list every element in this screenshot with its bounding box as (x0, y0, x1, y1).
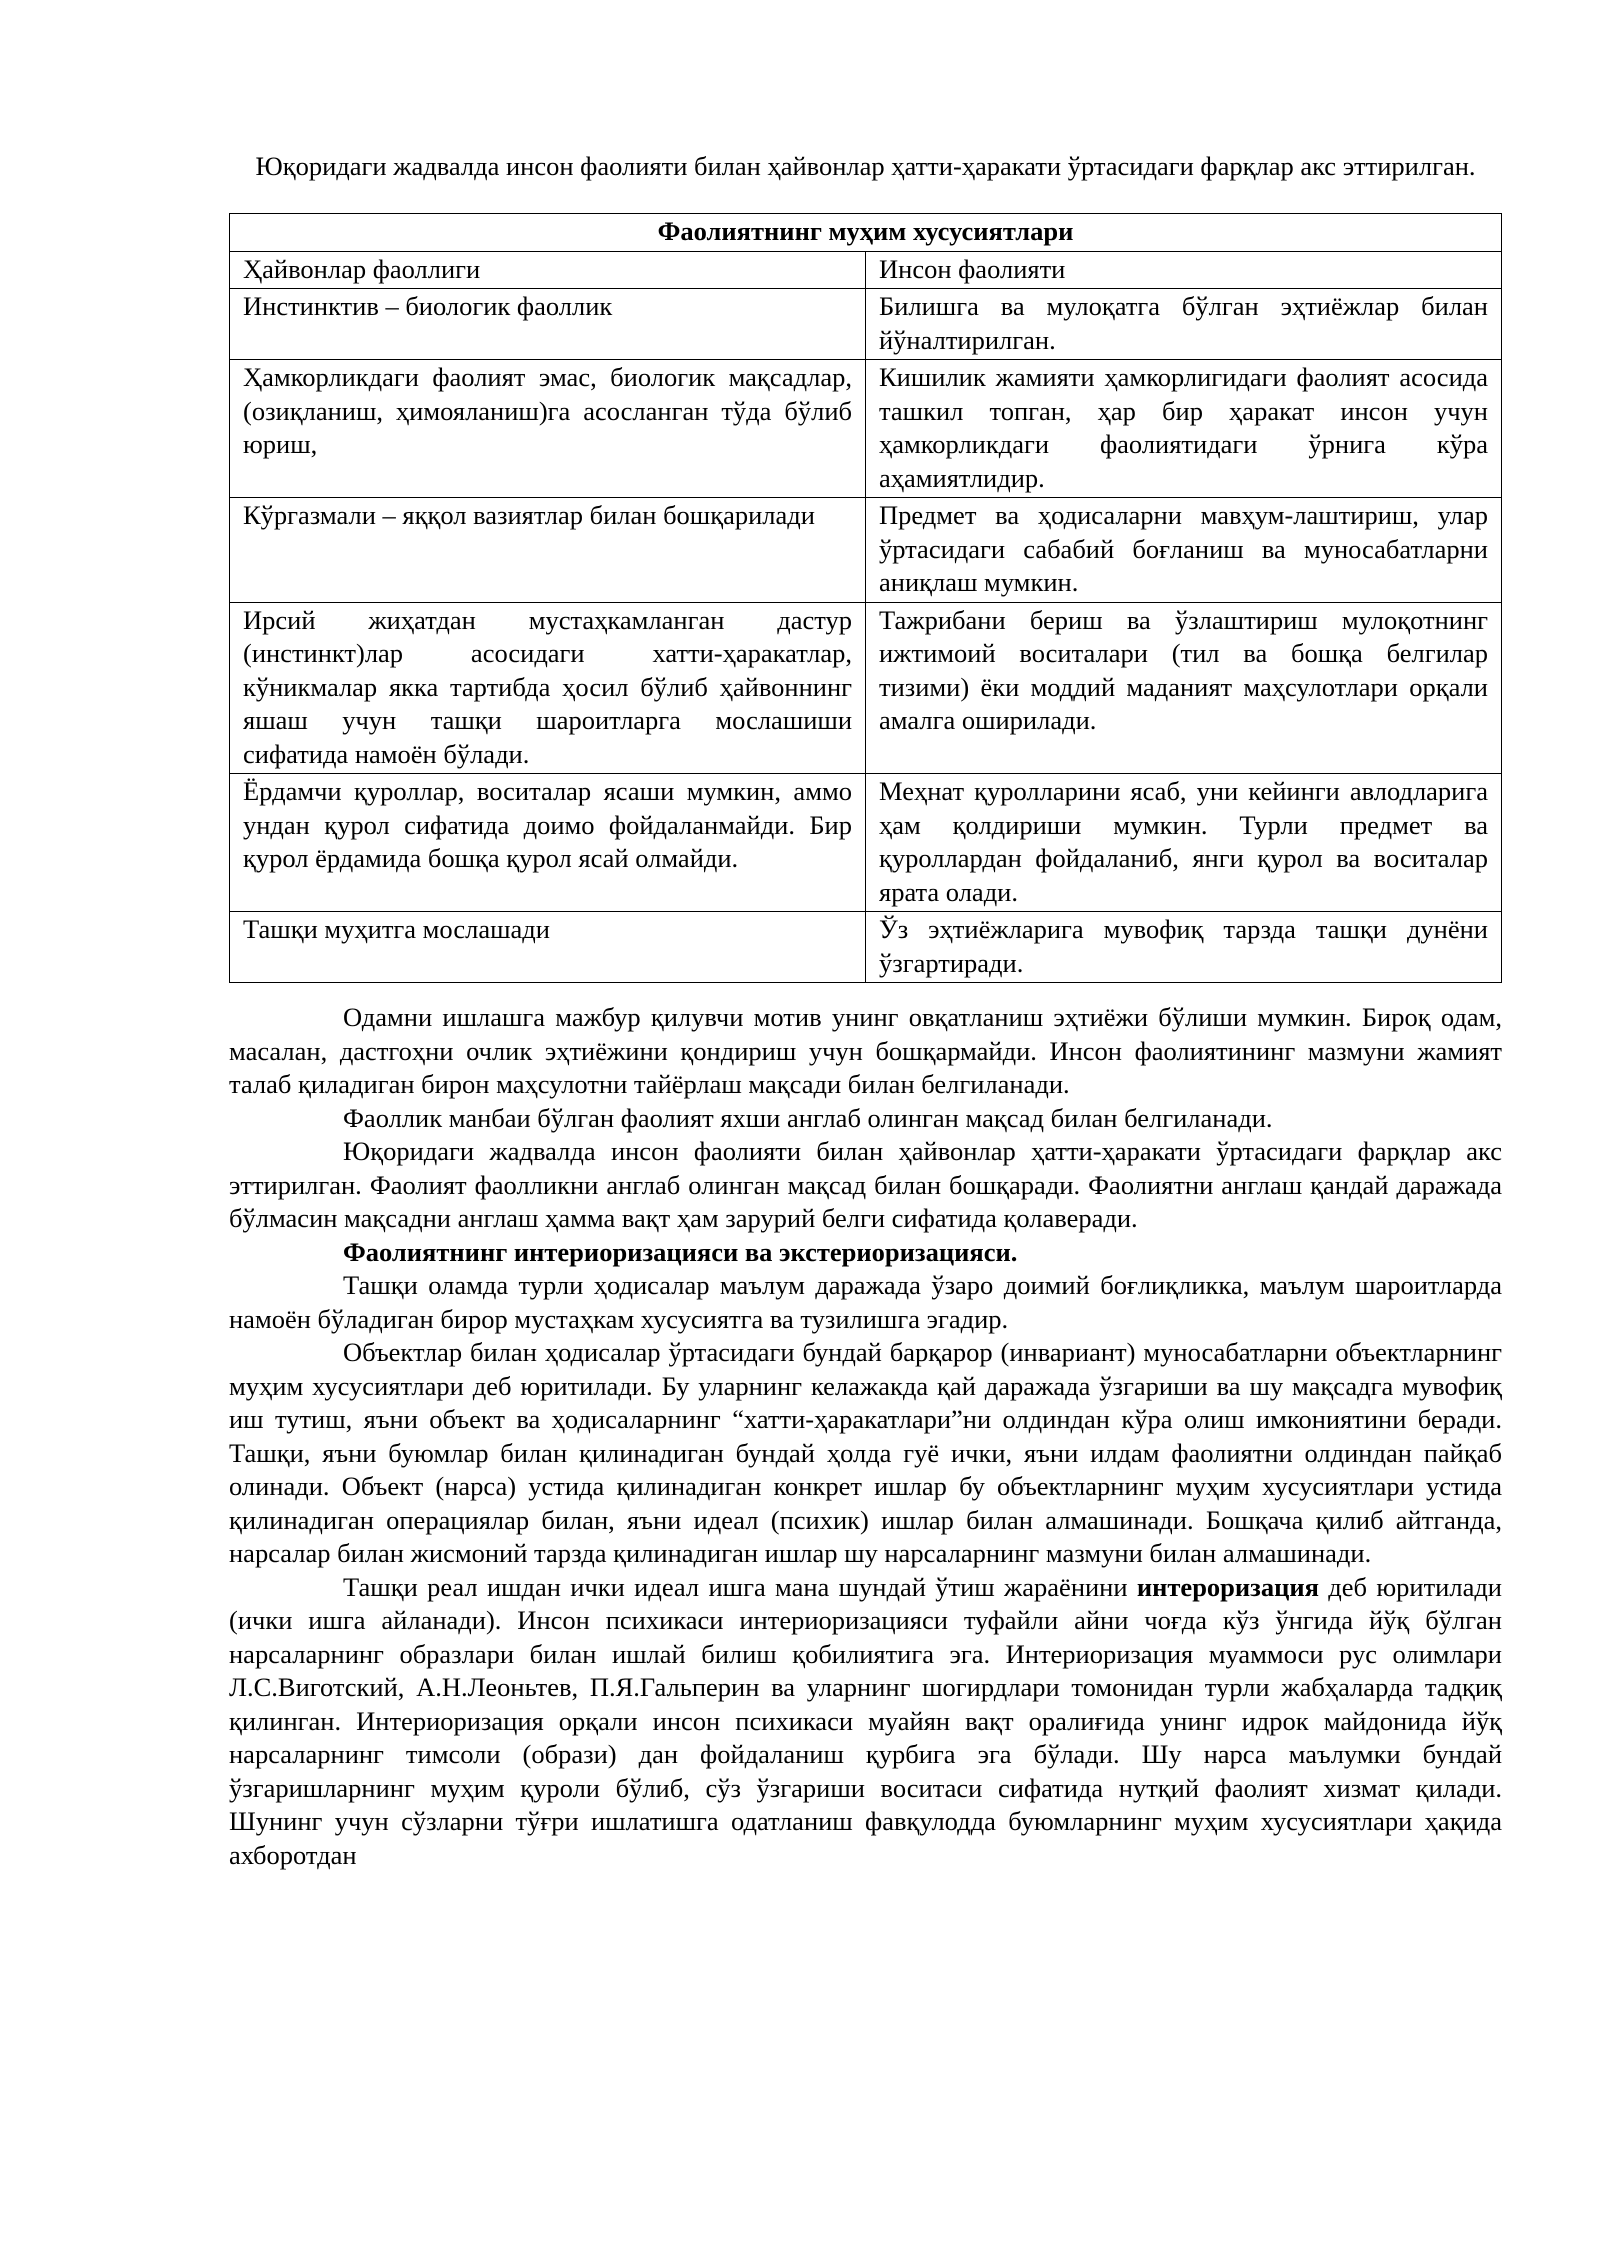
table-row (230, 289, 1502, 360)
table-row (230, 602, 1502, 774)
paragraph: Ташқи оламда турли ҳодисалар маълум даражада ўзаро доимий боғлиқликка, маълум шароитларда намоён бўладиган бирор мустаҳкам хусусиятга ва тузилишга эгадир. (229, 1270, 1502, 1334)
document-page (229, 150, 1502, 1872)
table-row (230, 912, 1502, 983)
paragraph: Фаоллик манбаи бўлган фаолият яхши англаб олинган мақсад билан белгиланади. (343, 1102, 1273, 1133)
table-header-row (230, 251, 1502, 289)
table-row (230, 774, 1502, 912)
paragraph (229, 1571, 1502, 1873)
paragraph: Одамни ишлашга мажбур қилувчи мотив унинг овқатланиш эҳтиёжи бўлиши мумкин. Бироқ одам, масалан, дастгоҳни очлик эҳтиёжини қондириш учун бошқармайди. Инсон фаолиятининг мазмуни жамият талаб қиладиган бирон маҳсулотни тайёрлаш мақсади билан белгиланади. (229, 1002, 1502, 1099)
paragraph-text: деб юритилади (ички ишга айланади). Инсон психикаси интериоризацияси туфайли айни чоғда кўз ўнгида йўқ бўлган нарсаларнинг образлари билан ишлай билиш қобилиятига эга. Интериоризация муаммоси рус олимлари Л.С.Виготский, А.Н.Леоньтев, П.Я.Гальперин ва уларнинг шогирдлари томонидан турли жабҳаларда тадқиқ қилинган. Интериоризация орқали инсон психикаси муайян вақт оралиғида унинг идрок майдонида йўқ нарсаларнинг тимсоли (образи) дан фойдаланиш қурбига эга бўлади. Шу нарса маълумки бундай ўзгаришларнинг муҳим қуроли бўлиб, сўз ўзгариши воситаси сифатида нутқий фаолият хизмат қилади. Шунинг учун сўзларни тўғри ишлатишга одатланиш фавқулодда буюмларнинг муҳим хусусиятлари ҳақида ахборотдан (229, 1571, 1502, 1870)
table-cell-human: Билишга ва мулоқатга бўлган эҳтиёжлар билан йўналтирилган. (866, 289, 1502, 360)
table-row (230, 360, 1502, 498)
comparison-table (229, 213, 1502, 983)
table-title: Фаолиятнинг муҳим хусусиятлари (230, 214, 1502, 252)
table-cell-human: Кишилик жамияти ҳамкорлигидаги фаолият асосида ташкил топган, ҳар бир ҳаракат инсон учун ҳамкорликдаги фаолиятидаги ўрнига кўра аҳамиятлидир. (866, 360, 1502, 498)
body-text (229, 1001, 1502, 1872)
table-cell-human: Ўз эҳтиёжларига мувофиқ тарзда ташқи дунёни ўзгартиради. (866, 912, 1502, 983)
bold-term: интероризация (1136, 1571, 1319, 1602)
table-row (230, 498, 1502, 603)
table-cell-animal: Кўргазмали – яққол вазиятлар билан бошқарилади (230, 498, 866, 603)
table-cell-human: Предмет ва ҳодисаларни мавҳум-лаштириш, улар ўртасидаги сабабий боғланиш ва муносабатларни аниқлаш мумкин. (866, 498, 1502, 603)
section-heading: Фаолиятнинг интериоризацияси ва экстериоризацияси. (343, 1236, 1018, 1267)
table-cell-human: Меҳнат қуролларини ясаб, уни кейинги авлодларига ҳам қолдириши мумкин. Турли предмет ва қуроллардан фойдаланиб, янги қурол ва воситалар ярата олади. (866, 774, 1502, 912)
table-cell-animal: Ташқи муҳитга мослашади (230, 912, 866, 983)
table-cell-animal: Ирсий жиҳатдан мустаҳкамланган дастур (инстинкт)лар асосидаги хатти-ҳаракатлар, кўникмалар якка тартибда ҳосил бўлиб ҳайвоннинг яшаш учун ташқи шароитларга мослашиши сифатида намоён бўлади. (230, 602, 866, 774)
paragraph: Объектлар билан ҳодисалар ўртасидаги бундай барқарор (инвариант) муносабатларни объектларнинг муҳим хусусиятлари деб юритилади. Бу уларнинг келажакда қай даражада ўзгариши ва шу мақсадга мувофиқ иш тутиш, яъни объект ва ҳодисаларнинг “хатти-ҳаракатлари”ни олдиндан кўра олиш имкониятини беради. Ташқи, яъни буюмлар билан қилинадиган бундай ҳолда гуё ички, яъни илдам фаолиятни олдиндан пайқаб олинади. Объект (нарса) устида қилинадиган конкрет ишлар бу объектларнинг муҳим хусусиятлари устида қилинадиган операциялар билан, яъни идеал (психик) ишлар билан алмашинади. Бошқача қилиб айтганда, нарсалар билан жисмоний тарзда қилинадиган ишлар шу нарсаларнинг мазмуни билан алмашинади. (229, 1337, 1502, 1568)
intro-sentence: Юқоридаги жадвалда инсон фаолияти билан ҳайвонлар ҳатти-ҳаракати ўртасидаги фарқлар акс эттирилган. (255, 151, 1476, 181)
table-cell-human: Тажрибани бериш ва ўзлаштириш мулоқотнинг ижтимоий воситалари (тил ва бошқа белгилар тизими) ёки моддий маданият маҳсулотлари орқали амалга оширилади. (866, 602, 1502, 774)
column-header-animals: Ҳайвонлар фаоллиги (230, 251, 866, 289)
paragraph: Юқоридаги жадвалда инсон фаолияти билан ҳайвонлар ҳатти-ҳаракати ўртасидаги фарқлар акс эттирилган. Фаолият фаолликни англаб олинган мақсад билан бошқаради. Фаолиятни англаш қандай даражада бўлмасин мақсадни англаш ҳамма вақт ҳам зарурий белги сифатида қолаверади. (229, 1136, 1502, 1233)
table-cell-animal: Ёрдамчи қуроллар, воситалар ясаши мумкин, аммо ундан қурол сифатида доимо фойдаланмайди. Бир қурол ёрдамида бошқа қурол ясай олмайди. (230, 774, 866, 912)
paragraph-text: Ташқи реал ишдан ички идеал ишга мана шундай ўтиш жараёнини (343, 1571, 1137, 1602)
table-cell-animal: Ҳамкорликдаги фаолият эмас, биологик мақсадлар, (озиқланиш, ҳимояланиш)га асосланган тўда бўлиб юриш, (230, 360, 866, 498)
table-cell-animal: Инстинктив – биологик фаоллик (230, 289, 866, 360)
column-header-human: Инсон фаолияти (866, 251, 1502, 289)
